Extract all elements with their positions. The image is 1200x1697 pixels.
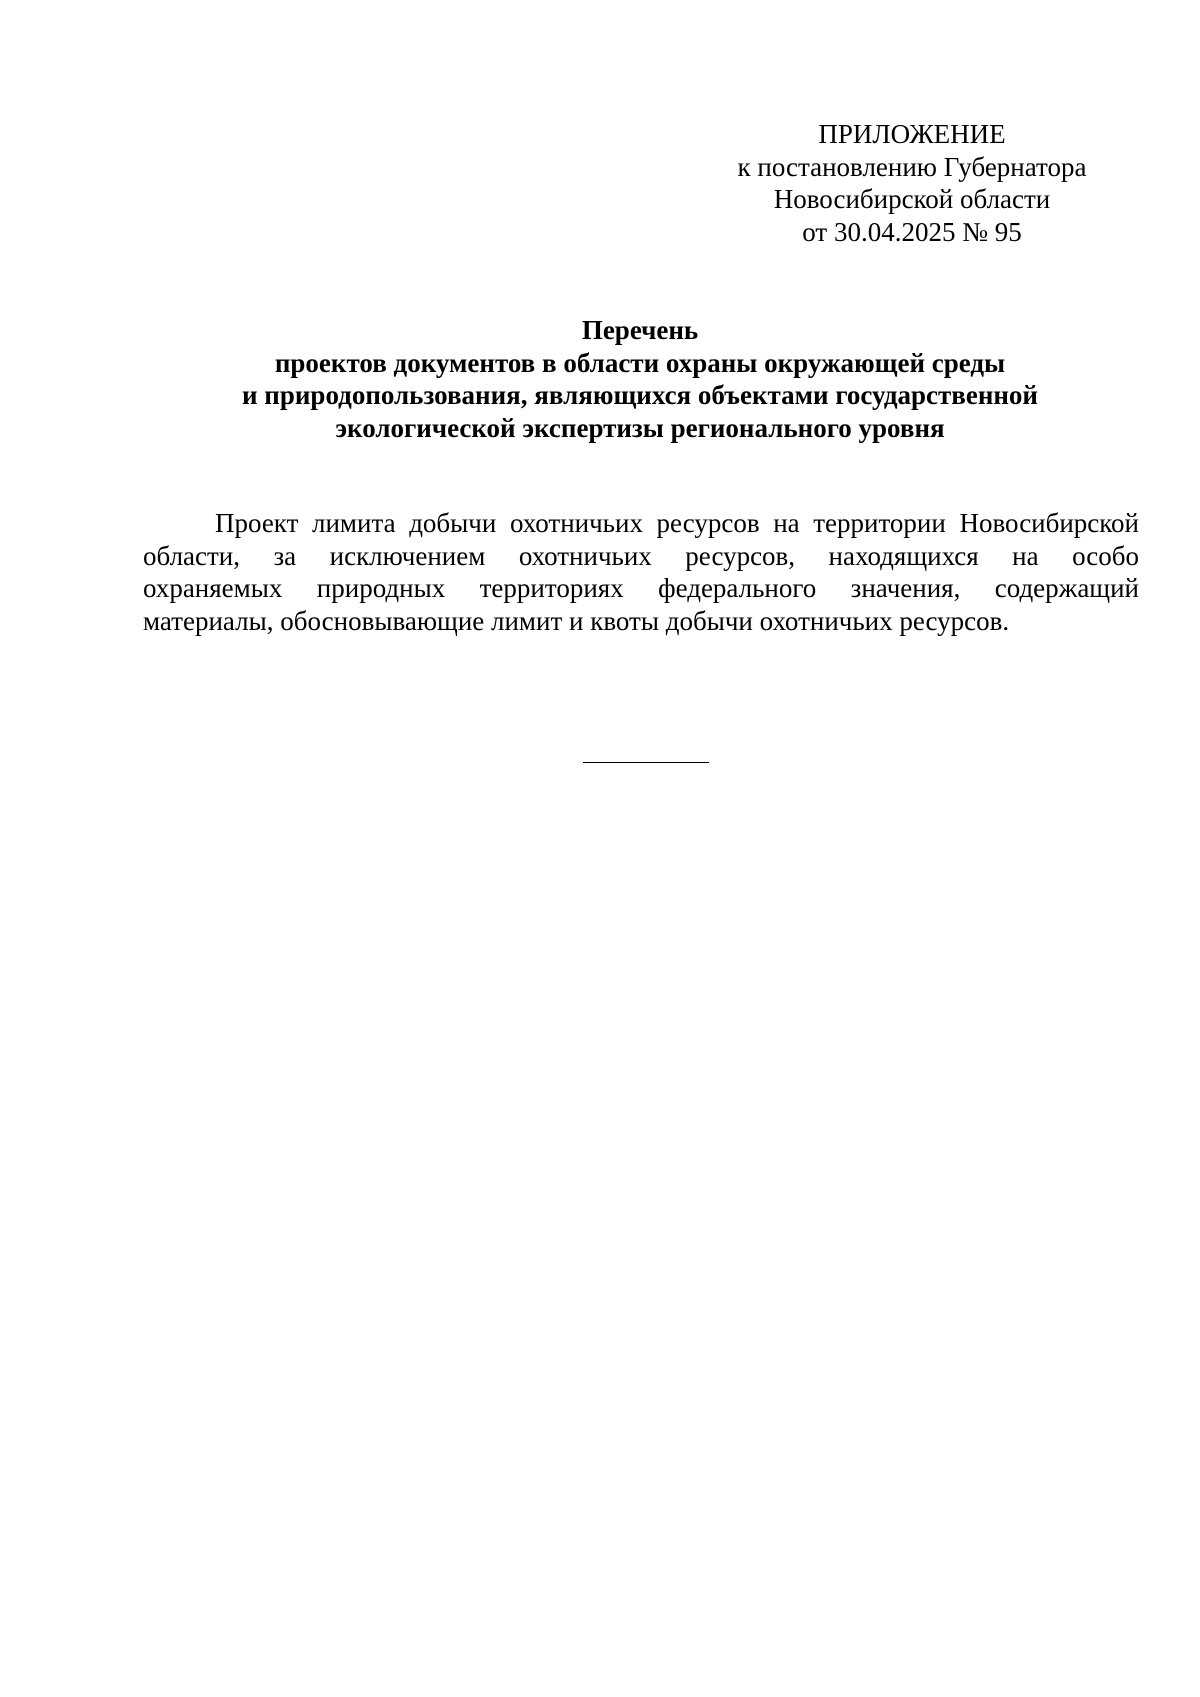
body-paragraph: [143, 507, 1139, 637]
body-line-3: охраняемых природных территориях федерального значения, содержащий: [143, 573, 1139, 603]
appendix-reference: к постановлению Губернатора: [737, 151, 1087, 182]
title-line-4: экологической экспертизы регионального уровня: [335, 412, 945, 443]
title-line-3: и природопользования, являющихся объектами государственной: [242, 380, 1038, 410]
appendix-header: [700, 118, 1124, 248]
title-line-2: проектов документов в области охраны окружающей среды: [274, 347, 1006, 378]
appendix-label: ПРИЛОЖЕНИЕ: [818, 119, 1006, 149]
title-line-1: Перечень: [581, 315, 699, 345]
document-title: [140, 314, 1140, 444]
appendix-date-number: от 30.04.2025 № 95: [802, 216, 1022, 247]
body-line-1: Проект лимита добычи охотничьих ресурсов на территории Новосибирской: [215, 508, 1139, 538]
body-line-2: области, за исключением охотничьих ресурсов, находящихся на особо: [143, 540, 1139, 571]
body-line-4: материалы, обосновывающие лимит и квоты добычи охотничьих ресурсов.: [143, 605, 1010, 636]
appendix-region: Новосибирской области: [773, 184, 1051, 214]
end-separator-line: [583, 762, 709, 763]
